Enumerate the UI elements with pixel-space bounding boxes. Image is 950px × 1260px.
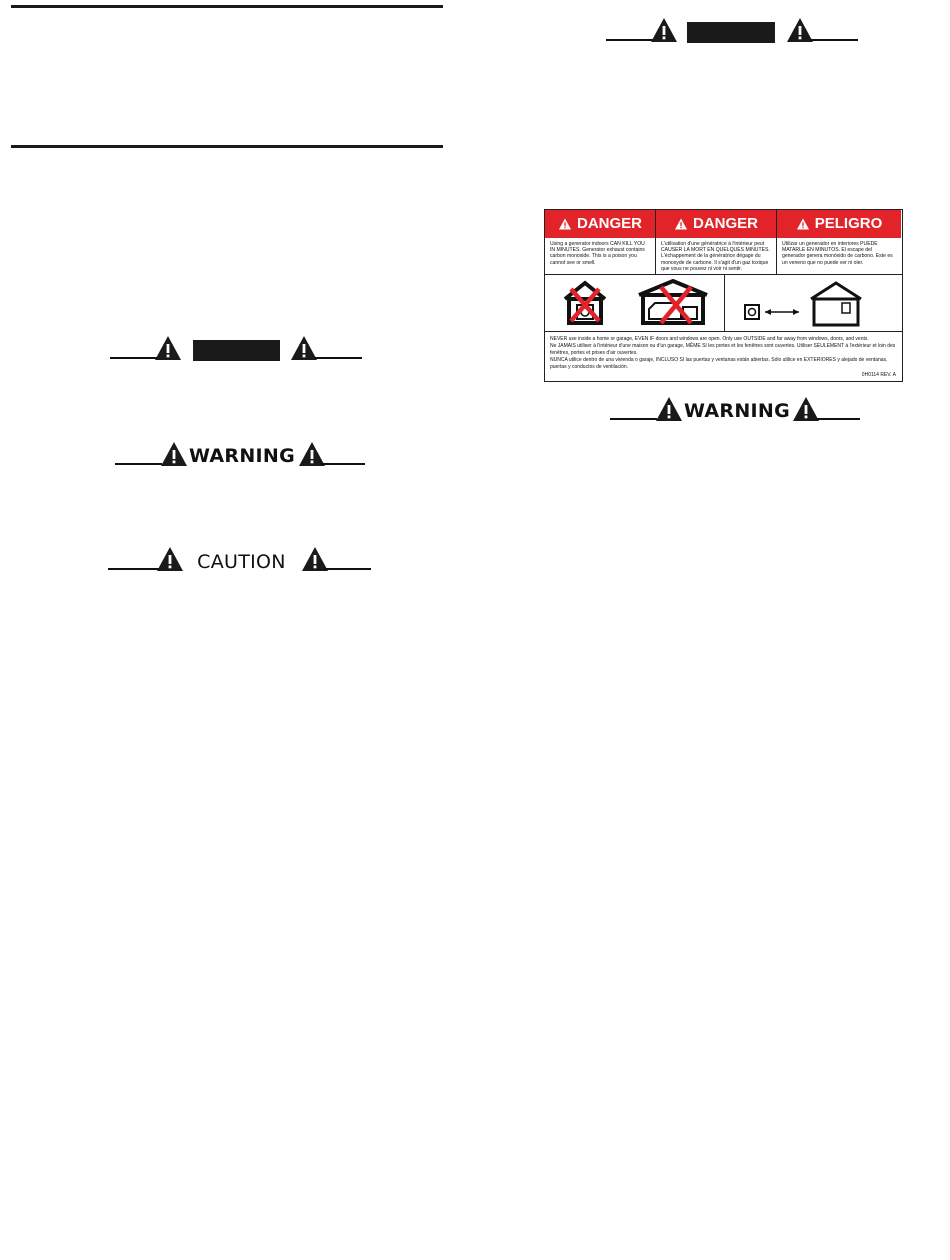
top-rule <box>11 5 443 8</box>
danger-label-bar <box>687 22 775 43</box>
caution-signal-word <box>108 546 371 578</box>
warning-signal-word-right <box>610 396 860 428</box>
danger-label-bar <box>193 340 280 361</box>
danger-header-fr: DANGER <box>656 210 776 238</box>
warning-triangle-icon <box>674 218 688 230</box>
danger-header-en: DANGER <box>545 210 655 238</box>
instruction-fr: Ne JAMAIS utiliser à l'intérieur d'une maison ou d'un garage, MÊME SI les portes et les fenêtres sont ouvertes. Utiliser SEULEMENT à l'extérieur et loin des fenêtres, portes et prises d'air ouvertes. <box>550 343 896 356</box>
label-instructions <box>550 336 897 371</box>
instruction-es: NUNCA utilice dentro de una vivienda o garaje, INCLUSO SI las puertas y ventanas están abiertas. Sólo utilice en EXTERIORES y alejado de ventanas, puertas y conductos de ventilación. <box>550 357 888 370</box>
warning-triangle-icon <box>558 218 572 230</box>
warning-triangle-icon <box>655 396 683 422</box>
warning-label: WARNING <box>684 400 791 422</box>
warning-signal-word-left <box>115 441 365 473</box>
warning-triangle-icon <box>796 218 810 230</box>
section-rule <box>11 145 443 148</box>
danger-text-fr: L'utilisation d'une génératrice à l'intérieur peut CAUSER LA MORT EN QUELQUES MINUTES. L'échappement de la génératrice dégage du monoxyde de carbone. Il s'agit d'un gaz toxique que vous ne pouvez ni voir ni sentir. <box>661 241 770 272</box>
peligro-header-es: PELIGRO <box>777 210 901 238</box>
warning-label: WARNING <box>189 445 296 467</box>
danger-signal-word-right <box>606 17 858 49</box>
no-generator-in-house-icon <box>561 279 609 327</box>
danger-signal-word-left <box>110 335 362 367</box>
instruction-en: NEVER use inside a home or garage, EVEN IF doors and windows are open. Only use OUTSIDE and far away from windows, doors, and vents. <box>550 336 869 342</box>
label-part-number: 0H0114 REV. A <box>861 372 896 378</box>
carbon-monoxide-danger-label <box>544 209 903 382</box>
warning-triangle-icon <box>160 441 188 467</box>
danger-text-es: Utilizar un generador en interiores PUEDE MATARLE EN MINUTOS. El escape del generador genera monóxido de carbono. Este es un veneno que no puede ver ni oler. <box>782 241 893 266</box>
warning-triangle-icon <box>154 335 182 361</box>
warning-triangle-icon <box>650 17 678 43</box>
danger-text-en: Using a generator indoors CAN KILL YOU IN MINUTES. Generator exhaust contains carbon monoxide. This is a poison you cannot see or smell. <box>550 241 645 266</box>
generator-distance-from-house-icon <box>739 279 891 329</box>
caution-label: CAUTION <box>197 551 286 573</box>
no-generator-in-garage-icon <box>637 279 709 327</box>
warning-triangle-icon <box>156 546 184 572</box>
